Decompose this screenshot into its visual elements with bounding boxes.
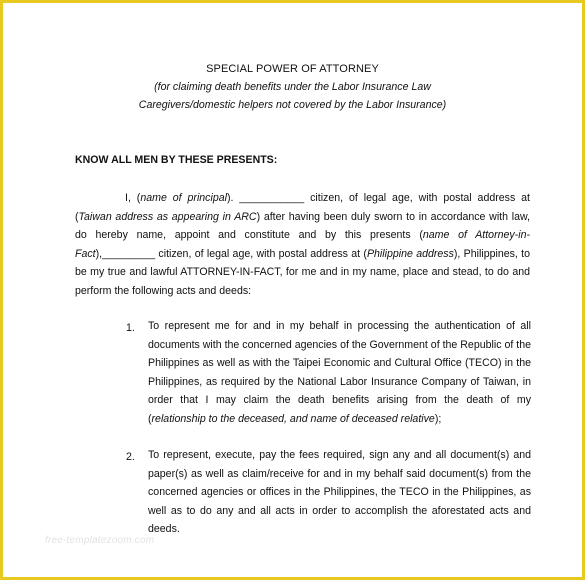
list-item-text-part: To represent, execute, pay the fees required, sign any and all document(s) and paper(s) as well as claim/receive for and in my behalf said document(s) from the concerned agencies or offices in the Philippines, the TECO in the Philippines, as well as to do any and all acts in order to accomplish the aforestated acts and deeds. (148, 449, 531, 536)
intro-text: I, ( (125, 192, 141, 204)
intro-text: ), Philippines, to be my true and lawful ATTORNEY-IN-FACT, for me and in my name, place and stead, to do and perform the following acts and deeds: (75, 247, 531, 297)
list-item-number: 1. (126, 322, 135, 334)
section-heading: KNOW ALL MEN BY THESE PRESENTS: (75, 154, 278, 166)
list-item-text-part: ); (434, 412, 442, 425)
document-subtitle-line2: Caregivers/domestic helpers not covered by the Labor Insurance) (138, 99, 447, 111)
document-page (3, 3, 582, 577)
intro-text: ),_________ citizen, of legal age, with postal address at ( (95, 247, 367, 260)
intro-field-philippine-address: Philippine address (366, 247, 454, 260)
watermark: free-templatezoom.com (45, 535, 155, 546)
intro-text: ) after having been duly sworn to in accordance with law, do hereby name, appoint and constitute and by this presents ( (75, 210, 530, 242)
intro-paragraph (75, 189, 530, 301)
intro-field-principal: name of principal (140, 192, 227, 204)
intro-field-attorney-name: name of Attorney-in-Fact (75, 229, 530, 260)
document-title: SPECIAL POWER OF ATTORNEY (206, 63, 379, 75)
list-item-field-relationship: relationship to the deceased, and name of deceased relative (151, 412, 435, 425)
document-subtitle-line1: (for claiming death benefits under the Labor Insurance Law (154, 81, 431, 93)
list-item-text (148, 446, 531, 539)
list-item-text-part: To represent me for and in my behalf in processing the authentication of all documents with the concerned agencies of the Government of the Republic of the Philippines as well as with the Taipei Economic and Cultural Office (TECO) in the Philippines, as required by the National Labor Insurance Company of Taiwan, in order that I may claim the death benefits arising from the death of my ( (148, 320, 531, 425)
list-item-text (148, 317, 531, 429)
intro-text: ). ___________ citizen, of legal age, with postal address at ( (75, 192, 530, 223)
document-frame (3, 3, 582, 577)
intro-field-taiwan-address: Taiwan address as appearing in ARC (78, 210, 257, 223)
list-item-number: 2. (126, 451, 135, 463)
